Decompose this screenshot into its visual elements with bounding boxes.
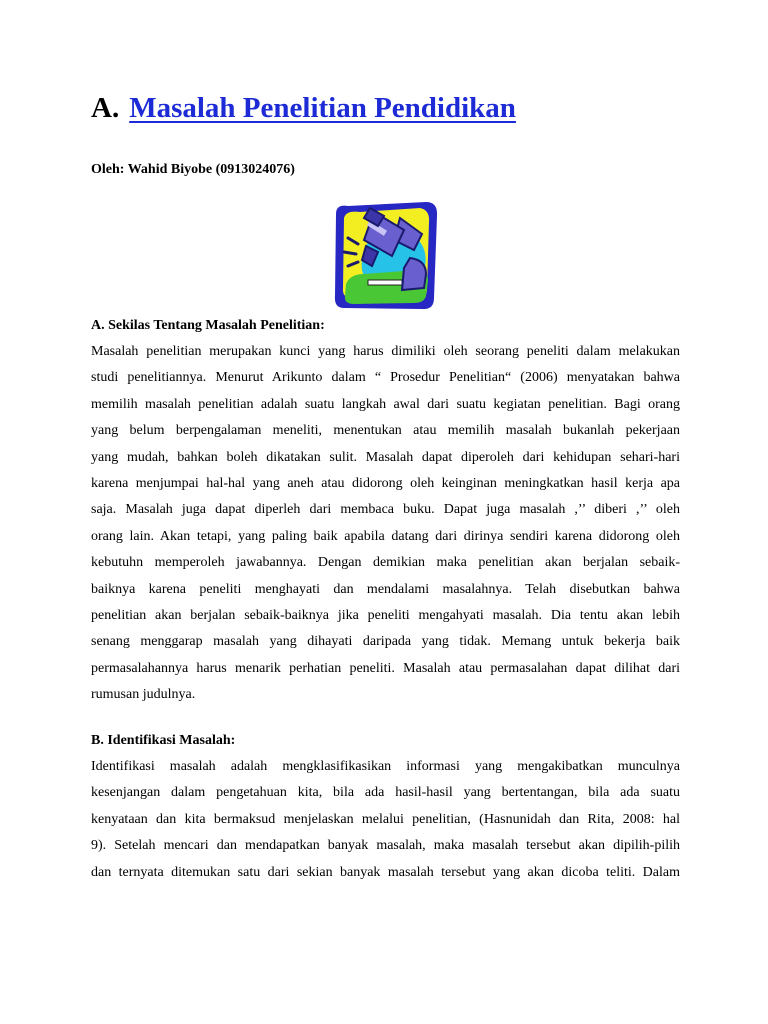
text-line: Masalah penelitian merupakan kunci yang harus dimiliki oleh seorang peneliti dalam melakukan xyxy=(91,344,680,359)
text-line: senang menggarap masalah yang dihayati daripada yang tidak. Memang untuk bekerja baik xyxy=(91,634,680,650)
text-line: kebutuhn memperoleh jawabannya. Dengan demikian maka penelitian akan berjalan sebaik- xyxy=(91,555,680,571)
text-line: dan ternyata ditemukan satu dari sekian banyak masalah tersebut yang akan dicoba teliti. Dalam xyxy=(91,864,680,880)
text-line: penelitian akan berjalan sebaik-baiknya jika peneliti mengahyati masalah. Dia tentu akan lebih xyxy=(91,608,680,624)
text-line: yang belum berpengalaman meneliti, menentukan atau memilih masalah bukanlah pekerjaan xyxy=(91,423,680,439)
section-a-heading: A. Sekilas Tentang Masalah Penelitian: xyxy=(91,318,325,333)
text-line: 9). Setelah mencari dan mendapatkan banyak masalah, maka masalah tersebut akan dipilih-pilih xyxy=(91,838,680,854)
text-line: orang lain. Akan tetapi, yang paling baik apabila datang dari dirinya sendiri karena didorong oleh xyxy=(91,528,680,544)
text-line: kesenjangan dalam pengetahuan kita, bila ada hasil-hasil yang bertentangan, bila ada suatu xyxy=(91,785,680,801)
microscope-clipart xyxy=(330,200,440,312)
section-b-paragraph xyxy=(91,754,680,886)
author-line: Oleh: Wahid Biyobe (0913024076) xyxy=(91,162,295,177)
title-number: A. xyxy=(91,92,120,124)
title-link[interactable]: Masalah Penelitian Pendidikan xyxy=(129,92,516,124)
text-line: rumusan judulnya. xyxy=(91,687,196,703)
text-line: permasalahannya harus menarik perhatian peneliti. Masalah atau permasalahan dapat dilihat dari xyxy=(91,660,680,676)
text-line: baiknya karena peneliti menghayati dan mendalami masalahnya. Telah disebutkan bahwa xyxy=(91,581,680,597)
text-line: kenyataan dan kita bermaksud menjelaskan melalui penelitian, (Hasnunidah dan Rita, 2008: hal xyxy=(91,811,680,827)
section-b-heading: B. Identifikasi Masalah: xyxy=(91,733,236,748)
text-line: Identifikasi masalah adalah mengklasifikasikan informasi yang mengakibatkan munculnya xyxy=(91,759,680,774)
text-line: studi penelitiannya. Menurut Arikunto dalam “ Prosedur Penelitian“ (2006) menyatakan bahwa xyxy=(91,370,680,386)
section-a-paragraph xyxy=(91,339,680,709)
text-line: saja. Masalah juga dapat diperleh dari membaca buku. Dapat juga masalah ,’’ diberi ,’’ oleh xyxy=(91,502,680,518)
text-line: memilih masalah penelitian adalah suatu langkah awal dari suatu kegiatan penelitian. Bagi orang xyxy=(91,396,680,412)
text-line: karena menjumpai hal-hal yang aneh atau didorong oleh keinginan meningkatkan hasil kerja apa xyxy=(91,476,680,492)
text-line: yang mudah, bahkan boleh dikatakan sulit. Masalah dapat diperoleh dari kehidupan sehari-hari xyxy=(91,449,680,465)
page-title xyxy=(91,88,516,128)
